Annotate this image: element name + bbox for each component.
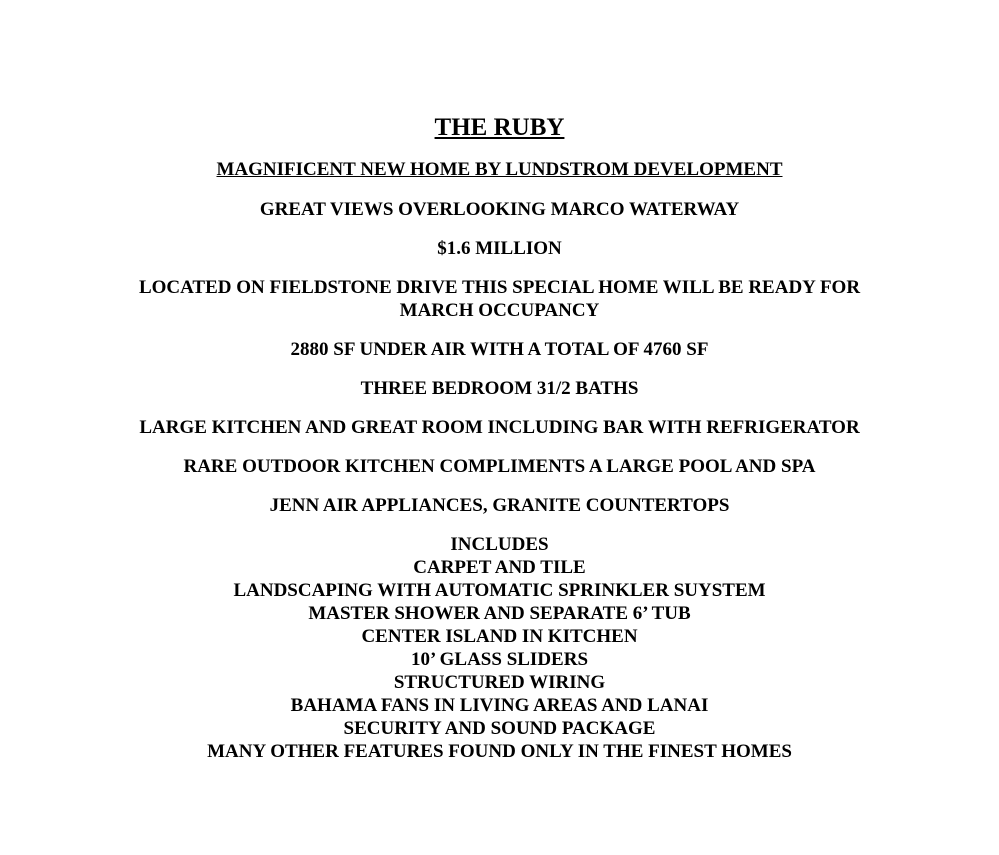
paragraph-line: MARCH OCCUPANCY	[399, 300, 600, 321]
paragraph-appliances	[0, 494, 999, 517]
paragraph-price	[0, 237, 999, 260]
paragraph-line: LARGE KITCHEN AND GREAT ROOM INCLUDING BAR WITH REFRIGERATOR	[139, 417, 860, 438]
list-item: SECURITY AND SOUND PACKAGE	[343, 718, 656, 739]
paragraph-line: JENN AIR APPLIANCES, GRANITE COUNTERTOPS	[269, 495, 730, 516]
paragraph-outdoor-kitchen	[0, 455, 999, 478]
list-item: LANDSCAPING WITH AUTOMATIC SPRINKLER SUYSTEM	[233, 580, 766, 601]
includes-list	[0, 533, 999, 763]
document-title: THE RUBY	[434, 114, 565, 141]
document-body	[0, 112, 999, 763]
includes-heading: INCLUDES	[450, 534, 549, 555]
list-item: CENTER ISLAND IN KITCHEN	[361, 626, 638, 647]
list-item: MANY OTHER FEATURES FOUND ONLY IN THE FINEST HOMES	[207, 741, 792, 762]
paragraph-line: RARE OUTDOOR KITCHEN COMPLIMENTS A LARGE POOL AND SPA	[183, 456, 816, 477]
paragraph-views	[0, 198, 999, 221]
document-subtitle: MAGNIFICENT NEW HOME BY LUNDSTROM DEVELOPMENT	[216, 159, 783, 180]
paragraph-bedrooms	[0, 377, 999, 400]
paragraph-line: $1.6 MILLION	[437, 238, 562, 259]
paragraph-kitchen	[0, 416, 999, 439]
list-item: BAHAMA FANS IN LIVING AREAS AND LANAI	[290, 695, 709, 716]
paragraph-square-footage	[0, 338, 999, 361]
list-item: STRUCTURED WIRING	[393, 672, 606, 693]
list-item: MASTER SHOWER AND SEPARATE 6’ TUB	[308, 603, 691, 624]
paragraph-line: THREE BEDROOM 31/2 BATHS	[360, 378, 639, 399]
list-item: CARPET AND TILE	[413, 557, 586, 578]
paragraph-location	[0, 276, 999, 322]
paragraph-line: 2880 SF UNDER AIR WITH A TOTAL OF 4760 SF	[290, 339, 709, 360]
list-item: 10’ GLASS SLIDERS	[410, 649, 589, 670]
paragraph-line: GREAT VIEWS OVERLOOKING MARCO WATERWAY	[259, 199, 740, 220]
paragraph-line: LOCATED ON FIELDSTONE DRIVE THIS SPECIAL HOME WILL BE READY FOR	[138, 277, 861, 298]
